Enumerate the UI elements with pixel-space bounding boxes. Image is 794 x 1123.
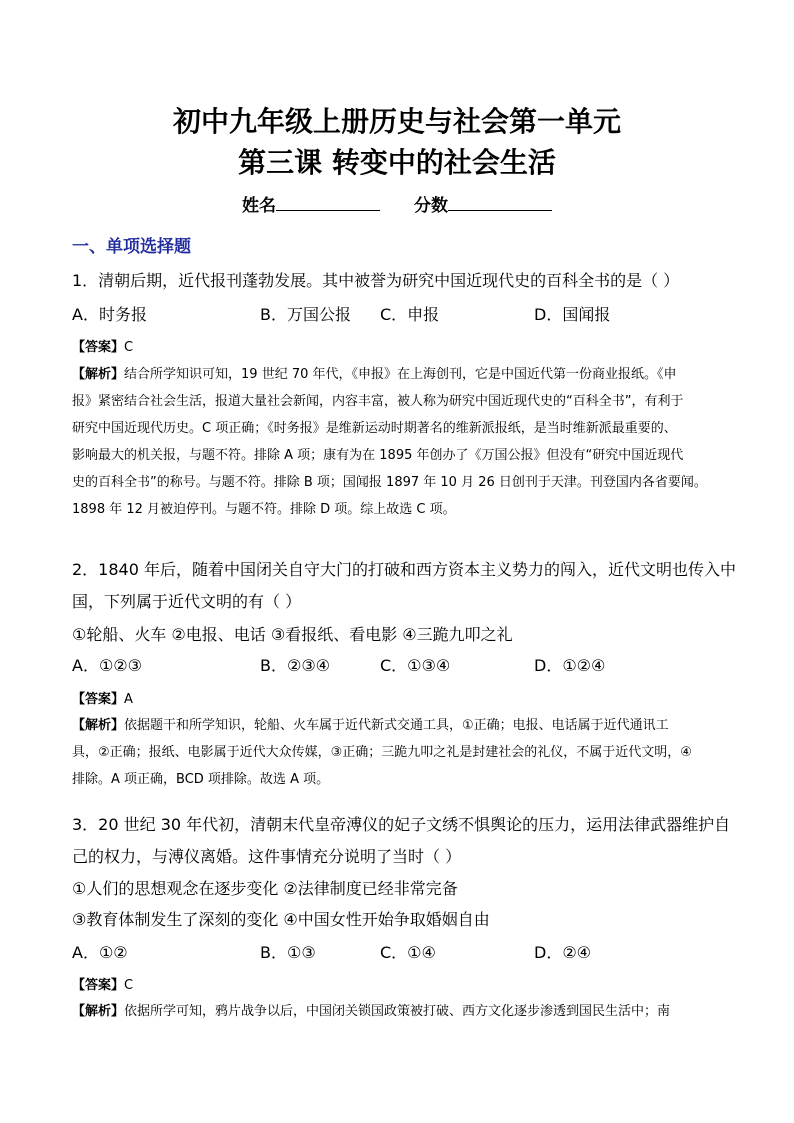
answer-value: A xyxy=(124,692,133,707)
question-3-stem-line2: 己的权力，与溥仪离婚。这件事情充分说明了当时（ ） xyxy=(72,847,462,866)
answer-value: C xyxy=(124,340,134,355)
explanation-line: 史的百科全书”的称号。与题不符。排除 B 项；国闻报 1897 年 10 月 26 日创刊于天津。刊登国内各省要闻。 xyxy=(72,475,707,490)
option-b: B．②③④ xyxy=(260,656,331,675)
option-c: C．①③④ xyxy=(380,656,451,675)
answer-label: 【答案】 xyxy=(72,978,125,993)
answer-value: C xyxy=(124,978,134,993)
score-blank xyxy=(448,194,552,211)
section-heading: 一、单项选择题 xyxy=(72,237,191,257)
question-1-explanation xyxy=(72,361,748,523)
option-a: A．①②③ xyxy=(72,656,142,675)
question-1-answer xyxy=(72,336,133,355)
explanation-line: 研究中国近现代历史。C 项正确；《时务报》是维新运动时期著名的维新派报纸，是当时维新派最重要的、 xyxy=(72,421,677,436)
explanation-label: 【解析】 xyxy=(72,718,125,733)
option-c: C．申报 xyxy=(380,305,440,324)
option-c: C．①④ xyxy=(380,943,436,962)
option-d: D．②④ xyxy=(534,943,592,962)
question-3-explanation xyxy=(72,998,748,1025)
answer-label: 【答案】 xyxy=(72,692,125,707)
explanation-label: 【解析】 xyxy=(72,367,125,382)
name-score-bar xyxy=(0,191,794,216)
explanation-line: 报》紧密结合社会生活，报道大量社会新闻，内容丰富，被人称为研究中国近现代史的“百科全书”，有利于 xyxy=(72,394,684,409)
question-1-stem: 1．清朝后期，近代报刊蓬勃发展。其中被誉为研究中国近现代史的百科全书的是（ ） xyxy=(72,271,680,290)
option-a: A．①② xyxy=(72,943,128,962)
option-b: B．万国公报 xyxy=(260,305,351,324)
explanation-line: 1898 年 12 月被迫停刊。与题不符。排除 D 项。综上故选 C 项。 xyxy=(72,502,456,517)
score-label: 分数 xyxy=(414,196,448,216)
question-2-answer xyxy=(72,688,133,707)
explanation-line: 影响最大的机关报，与题不符。排除 A 项；康有为在 1895 年创办了《万国公报》但没有“研究中国近现代 xyxy=(72,448,684,463)
question-2-stem-line1: 2．1840 年后，随着中国闭关自守大门的打破和西方资本主义势力的闯入，近代文明也传入中 xyxy=(72,560,736,579)
question-2-explanation xyxy=(72,712,748,793)
option-a: A．时务报 xyxy=(72,305,147,324)
lesson-title: 第三课 转变中的社会生活 xyxy=(238,146,556,179)
explanation-line: 排除。A 项正确，BCD 项排除。故选 A 项。 xyxy=(72,772,330,787)
name-blank xyxy=(276,194,380,211)
question-3-answer xyxy=(72,974,133,993)
question-3-items-line1: ①人们的思想观念在逐步变化 ②法律制度已经非常完备 xyxy=(72,879,458,898)
explanation-line: 结合所学知识可知，19 世纪 70 年代，《申报》在上海创刊，它是中国近代第一份商业报纸。《申 xyxy=(124,367,677,382)
question-2-items: ①轮船、火车 ②电报、电话 ③看报纸、看电影 ④三跪九叩之礼 xyxy=(72,625,513,644)
explanation-line: 具，②正确；报纸、电影属于近代大众传媒，③正确；三跪九叩之礼是封建社会的礼仪，不属于近代文明，④ xyxy=(72,745,692,760)
question-3-stem-line1: 3．20 世纪 30 年代初，清朝末代皇帝溥仪的妃子文绣不惧舆论的压力，运用法律武器维护自 xyxy=(72,815,731,834)
explanation-line: 依据所学可知，鸦片战争以后，中国闭关锁国政策被打破、西方文化逐步渗透到国民生活中；南 xyxy=(124,1004,671,1019)
option-d: D．①②④ xyxy=(534,656,606,675)
explanation-line: 依据题干和所学知识，轮船、火车属于近代新式交通工具，①正确；电报、电话属于近代通讯工 xyxy=(124,718,669,733)
question-2-stem-line2: 国，下列属于近代文明的有（ ） xyxy=(72,592,302,611)
answer-label: 【答案】 xyxy=(72,340,125,355)
name-label: 姓名 xyxy=(242,196,276,216)
question-3-items-line2: ③教育体制发生了深刻的变化 ④中国女性开始争取婚姻自由 xyxy=(72,910,490,929)
document-title: 初中九年级上册历史与社会第一单元 xyxy=(172,105,621,138)
option-b: B．①③ xyxy=(260,943,316,962)
option-d: D．国闻报 xyxy=(534,305,611,324)
explanation-label: 【解析】 xyxy=(72,1004,125,1019)
